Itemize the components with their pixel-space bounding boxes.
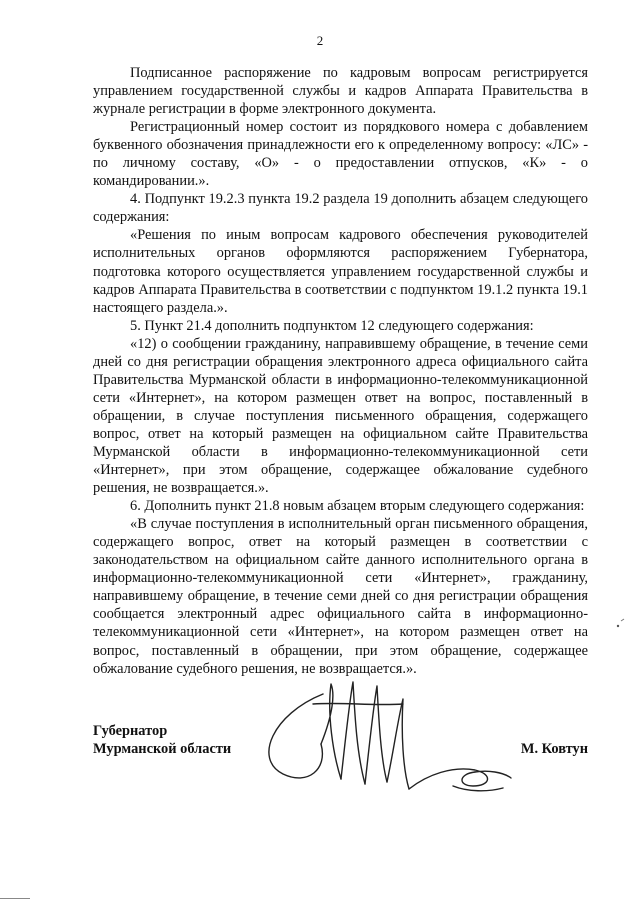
document-body: [93, 64, 588, 678]
signatory-title-line2: Мурманской области: [93, 741, 232, 757]
paragraph-item-5: 5. Пункт 21.4 дополнить подпунктом 12 следующего содержания:: [130, 317, 534, 334]
signatory-title-line1: Губернатор: [93, 723, 168, 739]
page-number: 2: [316, 33, 324, 48]
paragraph-registration-number: Регистрационный номер состоит из порядкового номера с добавлением буквенного обозначения принадлежности его к определенному вопросу: «ЛС» - по личному составу, «О» - о предоставлении отпусков, «К» - о командировании.».: [93, 119, 588, 190]
bottom-rule: [0, 898, 30, 899]
margin-mark: [615, 617, 627, 629]
handwritten-signature: [253, 674, 513, 804]
signatory-name: М. Ковтун: [520, 741, 588, 757]
paragraph-item-5-quote: «12) о сообщении гражданину, направившему обращение, в течение семи дней со дня регистрации обращения электронного адреса официального сайта Правительства Мурманской области в информационно-телекоммуникационной сети «Интернет», на котором размещен ответ на вопрос, поставленный в обращении, в случае поступления письменного обращения, содержащего вопрос, ответ на который размещен на официальном сайте Правительства Мурманской области в информационно-телекоммуникационной сети «Интернет», при этом обращение, содержащее обжалование судебного решения, не возвращается.».: [93, 335, 588, 497]
paragraph-item-4: 4. Подпункт 19.2.3 пункта 19.2 раздела 19 дополнить абзацем следующего содержания:: [93, 191, 588, 226]
paragraph-item-6-quote: «В случае поступления в исполнительный орган письменного обращения, содержащего вопрос, ответ на который размещен в соответствии с законодательством на официальном сайте данного исполнительного органа в информационно-телекоммуникационной сети «Интернет», гражданину, направившему обращение, в течение семи дней со дня регистрации обращения сообщается электронный адрес официального сайта в информационно-телекоммуникационной сети «Интернет», на котором размещен ответ на вопрос, поставленный в обращении, при этом обращение, содержащее обжалование судебного решения, не возвращается.».: [93, 516, 588, 677]
signature-block: [93, 722, 588, 802]
paragraph-item-6: 6. Дополнить пункт 21.8 новым абзацем вторым следующего содержания:: [130, 498, 585, 515]
paragraph-item-4-quote: «Решения по иным вопросам кадрового обеспечения руководителей исполнительных органов оформляются распоряжением Губернатора, подготовка которого осуществляется управлением государственной службы и кадров Аппарата Правительства в соответствии с подпунктом 19.1.2 пункта 19.1 настоящего раздела.».: [93, 227, 588, 316]
signatory-title: [93, 722, 231, 758]
paragraph-registration-journal: Подписанное распоряжение по кадровым вопросам регистрируется управлением государственной службы и кадров Аппарата Правительства в журнале регистрации в форме электронного документа.: [93, 65, 588, 118]
